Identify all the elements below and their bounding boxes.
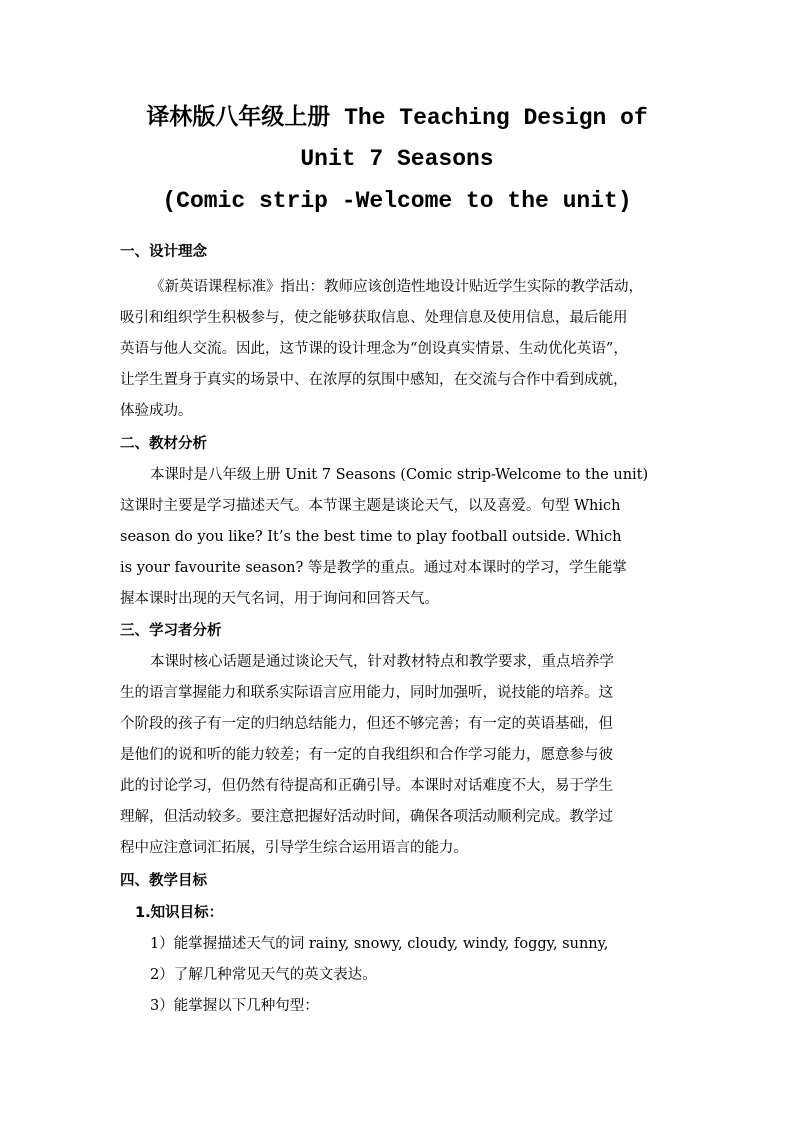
section-heading-objectives: 四、教学目标 xyxy=(120,873,207,889)
text-line: 这课时主要是学习描述天气。本节课主题是谈论天气，以及喜爱。句型 Which xyxy=(120,498,621,514)
text-line: 程中应注意词汇拓展，引导学生综合运用语言的能力。 xyxy=(120,840,468,856)
text-line: 此的讨论学习，但仍然有待提高和正确引导。本课时对话难度不大，易于学生 xyxy=(120,778,613,794)
section-heading-material: 二、教材分析 xyxy=(120,436,207,452)
text-line: 体验成功。 xyxy=(120,403,193,419)
text-line: 本课时是八年级上册 Unit 7 Seasons (Comic strip-Welcome to the unit) xyxy=(150,467,649,483)
title-line-2: Unit 7 Seasons xyxy=(300,146,494,172)
section-body-concept xyxy=(120,272,668,427)
text-line: 《新英语课程标准》指出：教师应该创造性地设计贴近学生实际的教学活动， xyxy=(150,279,643,295)
text-line: 握本课时出现的天气名词，用于询问和回答天气。 xyxy=(120,591,439,607)
text-line: 本课时核心话题是通过谈论天气，针对教材特点和教学要求，重点培养学 xyxy=(150,654,614,670)
text-line: 生的语言掌握能力和联系实际语言应用能力，同时加强听，说技能的培养。这 xyxy=(120,685,613,701)
text-line: 是他们的说和听的能力较差；有一定的自我组织和合作学习能力，愿意参与彼 xyxy=(120,747,613,763)
sub-heading-knowledge: 1.知识目标： xyxy=(135,905,224,921)
text-line: is your favourite season? 等是教学的重点。通过对本课时的学习，学生能掌 xyxy=(120,560,627,576)
text-line: 理解，但活动较多。要注意把握好活动时间，确保各项活动顺利完成。教学过 xyxy=(120,809,613,825)
section-heading-learner: 三、学习者分析 xyxy=(120,623,222,639)
section-heading-concept: 一、设计理念 xyxy=(120,244,207,260)
objective-item: 2）了解几种常见天气的英文表达。 xyxy=(150,967,377,983)
section-body-learner xyxy=(120,647,668,864)
text-line: 吸引和组织学生积极参与，使之能够获取信息、处理信息及使用信息，最后能用 xyxy=(120,310,628,326)
objective-item: 3）能掌握以下几种句型： xyxy=(150,998,319,1014)
text-line: 英语与他人交流。因此，这节课的设计理念为“创设真实情景、生动优化英语”， xyxy=(120,341,628,357)
text-line: 个阶段的孩子有一定的归纳总结能力，但还不够完善；有一定的英语基础，但 xyxy=(120,716,613,732)
objective-item: 1）能掌握描述天气的词 rainy, snowy, cloudy, windy, foggy, sunny, xyxy=(150,936,609,952)
text-line: 让学生置身于真实的场景中、在浓厚的氛围中感知，在交流与合作中看到成就， xyxy=(120,372,628,388)
title-line-3: (Comic strip -Welcome to the unit) xyxy=(162,188,632,214)
text-line: season do you like? It’s the best time to play football outside. Which xyxy=(120,529,622,545)
section-body-material xyxy=(120,460,668,615)
title-line-1: 译林版八年级上册 The Teaching Design of xyxy=(146,105,648,131)
